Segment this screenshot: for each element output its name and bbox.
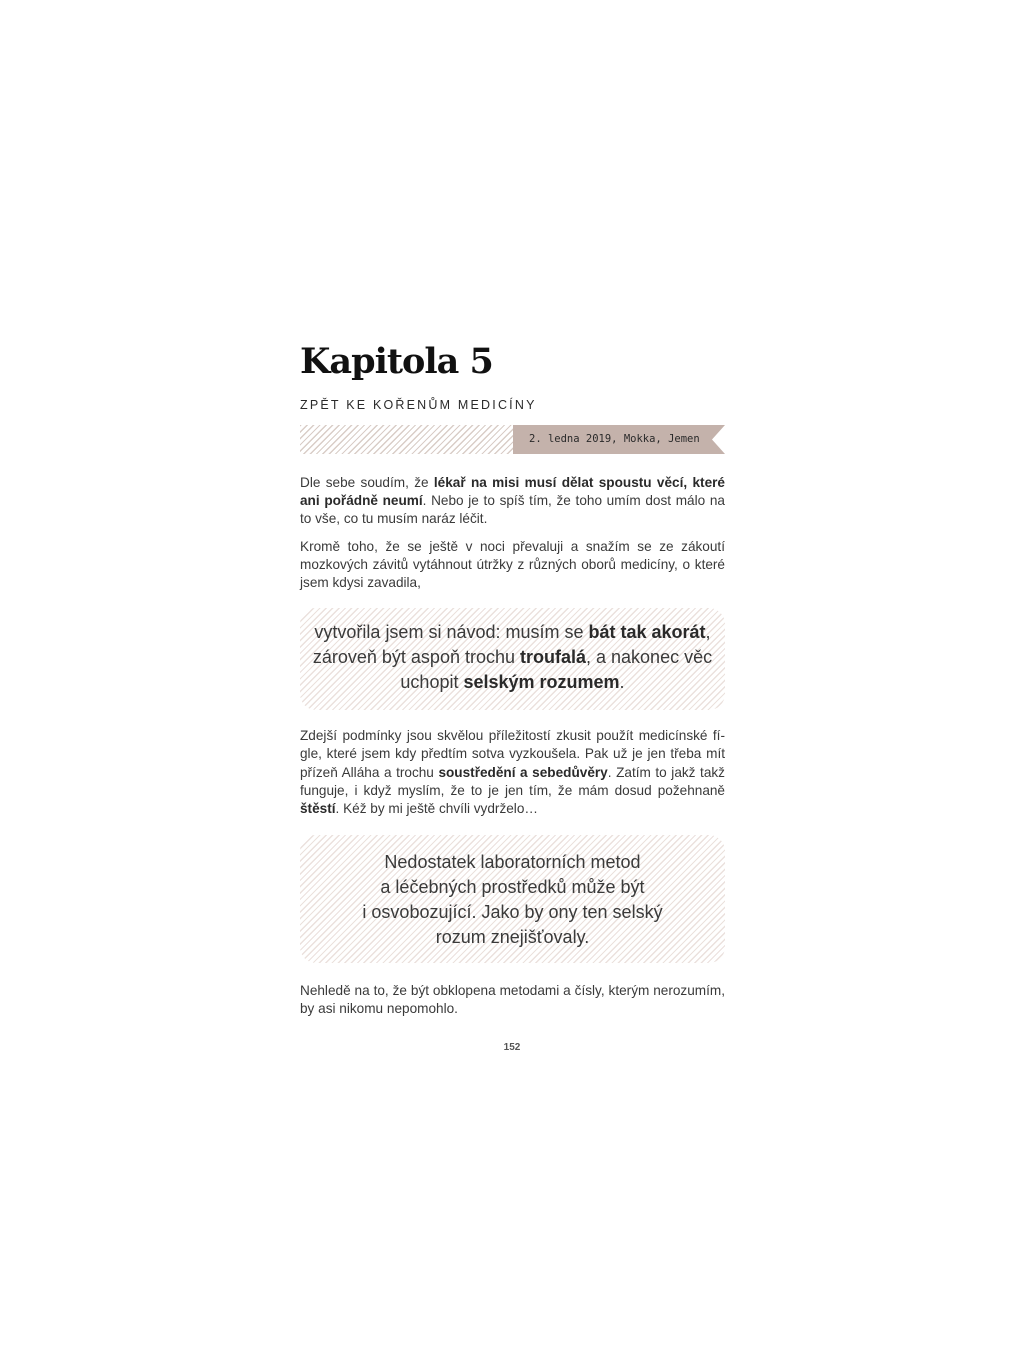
quote-2-line: a léčebných prostředků může být: [380, 877, 645, 898]
paragraph-3: [300, 727, 725, 818]
chapter-subtitle: ZPĚT KE KOŘENŮM MEDICÍNY: [300, 398, 537, 412]
paragraph-3-bold-1: soustředění a sebedůvěry: [438, 764, 608, 780]
date-banner: [300, 425, 725, 454]
paragraph-3-text-2: . Zatím to jakž takž funguje, i když myslím, že to je jen tím, že mám dosud požehnaně: [300, 764, 725, 798]
quote-2-line: Nedostatek laboratorních metod: [384, 852, 641, 873]
paragraph-3-bold-2: štěstí: [300, 801, 336, 817]
book-page: [300, 340, 725, 1019]
quote-1-text-3: , a nakonec věc uchopit: [400, 647, 713, 693]
quote-2-line: i osvobozující. Jako by ony ten selský: [362, 902, 663, 923]
quote-1-text-1: vytvořila jsem si návod: musím se: [314, 622, 589, 643]
paragraph-2: Kromě toho, že se ještě v noci převaluji a snažím se ze zákoutí mozkových závitů vytáhnout útržky z různých oborů medicíny, o které jsem kdysi zavadila,: [300, 538, 725, 591]
quote-1-bold-1: bát tak akorát: [588, 622, 706, 643]
page-number: 152: [503, 1042, 521, 1053]
date-tag: [513, 425, 725, 454]
pull-quote-2: [300, 835, 725, 963]
paragraph-1: [300, 474, 725, 529]
hatch-pattern: [300, 425, 513, 454]
quote-1-text-2: , zároveň být aspoň trochu: [312, 622, 711, 668]
paragraph-4: Nehledě na to, že být obklopena metodami a čísly, kterým nerozumím, by asi nikomu nepomohlo.: [300, 983, 725, 1017]
paragraph-1-bold: lékař na misi musí dělat spoustu věcí, které ani pořádně neumí: [300, 475, 725, 509]
quote-2-line: rozum znejišťovaly.: [435, 927, 590, 948]
paragraph-1-lead: Dle sebe soudím, že: [300, 475, 434, 490]
date-tag-text: 2. ledna 2019, Mokka, Jemen: [529, 433, 700, 445]
paragraph-3-text-1: Zdejší podmínky jsou skvělou příležitostí zkusit použít medicínské fígle, které jsem kdy předtím sotva vyzkoušela. Pak už je jen třeba mít přízeň Alláha a trochu: [300, 728, 725, 780]
quote-1-text-4: .: [619, 672, 625, 693]
chapter-title: Kapitola 5: [300, 341, 493, 382]
paragraph-1-rest: . Nebo je to spíš tím, že toho umím dost málo na to vše, co tu musím naráz léčit.: [300, 493, 725, 527]
paragraph-3-text-3: . Kéž by mi ještě chvíli vydrželo…: [335, 801, 538, 817]
pull-quote-1: [300, 608, 725, 710]
quote-1-bold-2: troufalá: [520, 647, 587, 668]
quote-1-bold-3: selským rozumem: [463, 672, 620, 693]
